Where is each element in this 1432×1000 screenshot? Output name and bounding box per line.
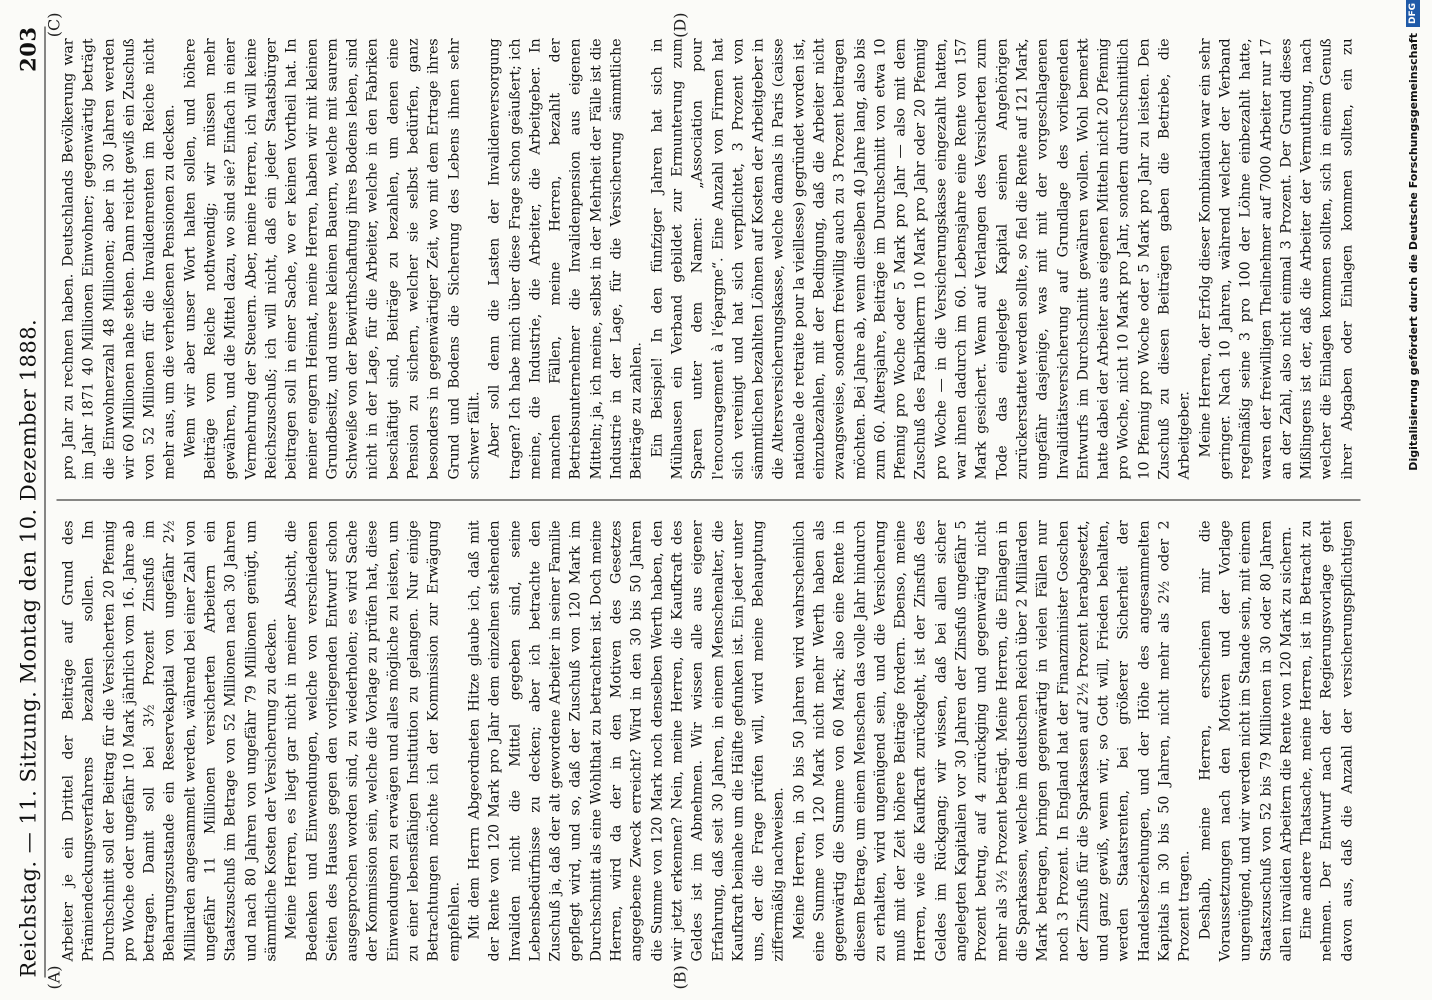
paragraph: Ein Beispiel! In den fünfziger Jahren hat sich in Mülhausen ein Verband gebildet zur Ermunterung zum Sparen unter dem Namen: „Association pour l'encouragement à l'épargne“. Eine Anzahl von Firmen hat sich vereinigt und hat sich verpflichtet, 3 Prozent von sämmtlichen bezahlten Löhnen auf Kosten der Arbeitgeber in die Altersversicherungskasse, welche damals in Paris (caisse nationale de retraite pour la vieillesse) gegründet worden ist, einzubezahlen, mit der Bedingung, daß die Arbeiter nicht zwangsweise, sondern freiwillig auch zu 3 Prozent beitragen möchten. Bei Jahre ab, wenn dieselben 40 Jahre lang, also bis zum 60. Altersjahre, Beiträge im Durchschnitt von etwa 10 Pfennig pro Woche oder 5 Mark pro Jahr — also mit dem Zuschuß des Fabrikherrn 10 Mark pro Jahr oder 20 Pfennig pro Woche — in die Versicherungskasse eingezahlt hatten, war ihnen dadurch im 60. Lebensjahre eine Rente von 157 Mark gesichert. Wenn auf Verlangen des Versicherten zum Tode das eingelegte Kapital seinen Angehörigen zurückerstattet werden sollte, so fiel die Rente auf 121 Mark, ungefähr dasjenige, was mit mit der vorgeschlagenen Invaliditätsversicherung auf Grundlage des vorliegenden Entwurfs im Durchschnitt gewähren wollen. Wohl bemerkt hatte dabei der Arbeiter aus eigenen Mitteln nicht 20 Pfennig pro Woche, nicht 10 Mark pro Jahr, sondern durchschnittlich 10 Pfennig pro Woche oder 5 Mark pro Jahr zu leisten. Den Zuschuß zu diesen Beiträgen gaben die Betriebe, die Arbeitgeber.: [648, 38, 1193, 480]
paragraph: Deshalb, meine Herren, erscheinen mir die Voraussetzungen nach den Motiven und der Vorlage ungenügend, und wir werden nicht im Stande sein, mit einem Staatszuschuß von 52 bis 79 Millionen in 30 oder 80 Jahren allen invaliden Arbeitern die Rente von 120 Mark zu sichern.: [1196, 520, 1294, 962]
paragraph: Wenn wir aber unser Wort halten sollen, und höhere Beiträge vom Reiche nothwendig; wir müssen mehr gewähren, und die Mittel dazu, wo sind sie? Einfach in einer Vermehrung der Steuern. Aber, meine Herren, ich will keine Reichszuschuß; ich will nicht, daß ein jeder Staatsbürger beitragen soll in einer Sache, wo er keinen Vortheil hat. In meiner engern Heimat, meine Herren, haben wir mit kleinen Grundbesitz, und unsere kleinen Bauern, welche mit saurem Schweiße von der Bewirthschaftung ihres Bodens leben, sind nicht in der Lage, für die Arbeiter, welche in den Fabriken beschäftigt sind, Beiträge zu bezahlen, um denen eine Pension zu sichern, welcher sie selbst bedürfen, ganz besonders in gegenwärtiger Zeit, wo mit dem Ertrage ihres Grund und Bodens die Sicherung des Lebens ihnen sehr schwer fällt.: [181, 38, 482, 480]
paragraph: Meine Herren, es liegt gar nicht in meiner Absicht, die Bedenken und Einwendungen, welche von verschiedenen Seiten des Hauses gegen den vorliegenden Entwurf schon ausgesprochen worden sind, zu wiederholen; es wird Sache der Kommission sein, welche die Vorlage zu prüfen hat, diese Einwendungen zu erwägen und alles mögliche zu leisten, um zu einer lebensfähigen Institution zu gelangen. Nur einige Betrachtungen möchte ich der Kommission zur Erwägung empfehlen.: [283, 520, 462, 962]
paragraph: Eine andere Thatsache, meine Herren, ist in Betracht zu nehmen. Der Entwurf nach der Regierungsvorlage geht davon aus, daß die Anzahl der versicherungspflichtigen: [1298, 520, 1355, 962]
header-title: Reichstag. — 11. Sitzung. Montag den 10. Dezember 1888.: [16, 318, 40, 978]
paragraph: Mit dem Herrn Abgeordneten Hitze glaube ich, daß mit der Rente von 120 Mark pro Jahr dem einzelnen stehenden Invaliden nicht die Mittel gegeben sind, seine Lebensbedürfnisse zu decken; aber ich betrachte den Zuschuß ja, daß der alt gewordene Arbeiter in seiner Familie gepflegt wird, und so, daß der Zuschuß von 120 Mark im Durchschnitt als eine Wohlthat zu betrachten ist. Doch meine Herren, wird da der in den Motiven des Gesetzes angegebene Zweck erreicht? Wird in den 30 bis 50 Jahren die Summe von 120 Mark noch denselben Werth haben, den wir jetzt erkennen? Nein, meine Herren, die Kaufkraft des Geldes ist im Abnehmen. Wir wissen alle aus eigener Erfahrung, daß seit 30 Jahren, in einem Menschenalter, die Kaufkraft beinahe um die Hälfte gefunken ist. Ein jeder unter uns, der die Frage prüfen will, wird meine Behauptung ziffermäßig nachweisen.: [465, 520, 787, 962]
margin-marker-d: (D): [670, 12, 689, 38]
column-left: [58, 501, 1360, 982]
paragraph: Meine Herren, in 30 bis 50 Jahren wird wahrscheinlich eine Summe von 120 Mark nicht mehr Werth haben als gegenwärtig die Summe von 60 Mark; also eine Rente in diesem Betrage, um einem Menschen das volle Jahr hindurch zu erhalten, wird ungenügend sein, und die Versicherung muß mit der Zeit höhere Beiträge fordern. Ebenso, meine Herren, wie die Kaufkraft zurückgeht, ist der Zinsfuß des Geldes im Rückgang; wir wissen, daß bei allen sicher angelegten Kapitalien vor 30 Jahren der Zinsfuß ungefähr 5 Prozent betrug, auf 4 zurückging und gegenwärtig nicht mehr als 3½ Prozent beträgt. Meine Herren, die Einlagen in die Sparkassen, welche im deutschen Reich über 2 Milliarden Mark betragen, bringen gegenwärtig in vielen Fällen nur noch 3 Prozent. In England hat der Finanzminister Goschen der Zinsfuß für die Sparkassen auf 2½ Prozent herabgesetzt, und ganz gewiß, wenn wir, so Gott will, Frieden behalten, werden Staatsrenten, bei größerer Sicherheit der Handelsbeziehungen, und der Höhe des angesammelten Kapitals in 30 bis 50 Jahren, nicht mehr als 2½ oder 2 Prozent tragen.: [790, 520, 1193, 962]
digitization-credit-text: Digitalisierung gefördert durch die Deutsche Forschungsgemeinschaft: [1406, 33, 1420, 471]
text-columns: [58, 19, 1360, 982]
page-number: 203: [15, 26, 40, 72]
column-right: [58, 19, 1360, 500]
paragraph: Aber soll denn die Lasten der Invalidenversorgung tragen? Ich habe mich über diese Frage schon geäußert; ich meine, die Industrie, die Arbeiter, die Arbeitgeber. In manchen Fällen, meine Herren, bezahlt der Betriebsunternehmer die Invalidenpension aus eigenen Mitteln; ja, ich meine, selbst in der Mehrheit der Fälle ist die Industrie in der Lage, für die Versicherung sämmtliche Beiträge zu zahlen.: [486, 38, 645, 480]
margin-marker-a: (A): [44, 965, 63, 990]
margin-marker-c: (C): [44, 12, 63, 38]
margin-marker-b: (B): [670, 965, 689, 990]
digitization-credit: [1404, 0, 1422, 1000]
paragraph: Meine Herren, der Erfolg dieser Kombination war ein sehr geringer. Nach 10 Jahren, während welcher der Verband regelmäßig seine 3 pro 100 der Löhne einbezahlt hatte, waren der freiwilligen Theilnehmer auf 7000 Arbeiter nur 17 an der Zahl, also nicht einmal 3 Prozent. Der Grund dieses Mißlingens ist der, daß die Arbeiter der Vermuthung, nach welcher die Einlagen kommen sollten, sich in einem Genuß ihrer Abgaben oder Einlagen kommen sollten, ein zu: [1196, 38, 1355, 480]
paragraph: Arbeiter je ein Drittel der Beiträge auf Grund des Prämiendeckungsverfahrens bezahlen sollen. Im Durchschnitt soll der Beitrag für die Versicherten 20 Pfennig pro Woche oder ungefähr 10 Mark jährlich vom 16. Jahre ab betragen. Damit soll bei 3½ Prozent Zinsfuß im Beharrungszustande ein Reservekapital von ungefähr 2½ Milliarden angesammelt werden, während bei einer Zahl von ungefähr 11 Millionen versicherten Arbeitern ein Staatszuschuß im Betrage von 52 Millionen nach 30 Jahren und nach 80 Jahren von ungefähr 79 Millionen genügt, um sämmtliche Kosten der Versicherung zu decken.: [60, 520, 279, 962]
paragraph: pro Jahr zu rechnen haben. Deutschlands Bevölkerung war im Jahr 1871 40 Millionen Einwohner; gegenwärtig beträgt die Einwohnerzahl 48 Millionen; aber in 30 Jahren werden wir 60 Millionen nahe stehen. Dann reicht gewiß ein Zuschuß von 52 Millionen für die Invalidenrenten im Reiche nicht mehr aus, um die verheißenen Pensionen zu decken.: [60, 38, 178, 480]
running-header: [6, 27, 45, 978]
rotated-document-page: [0, 13, 1400, 988]
dfg-logo: DFG: [1406, 0, 1420, 27]
